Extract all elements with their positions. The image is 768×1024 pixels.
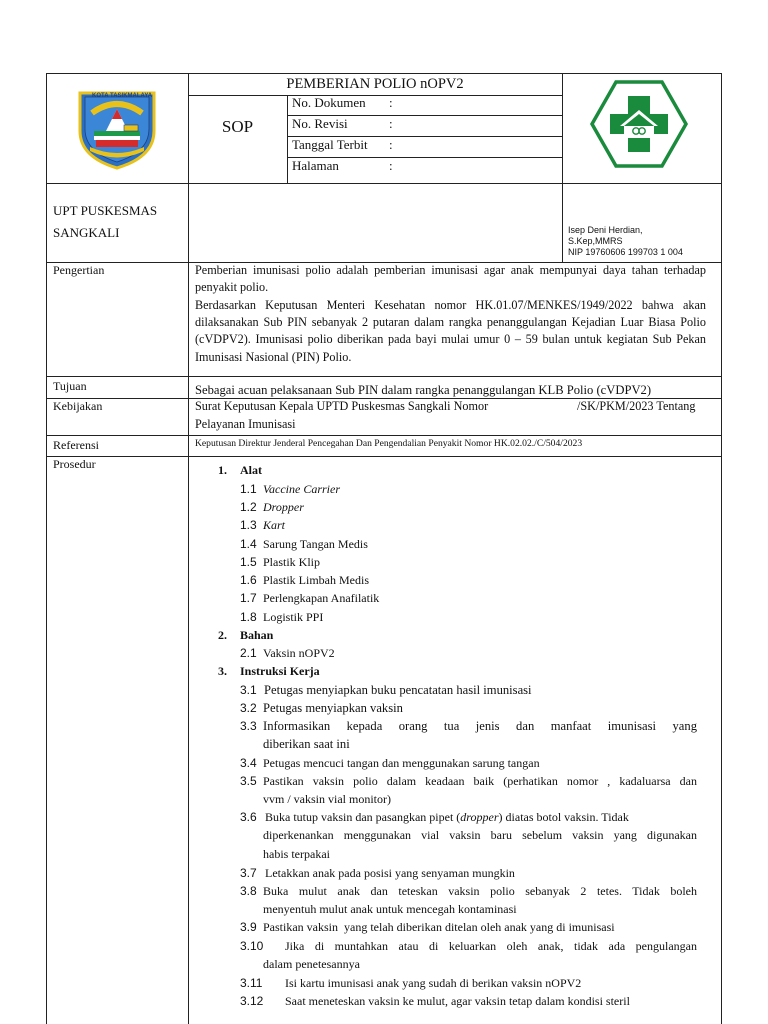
tujuan-text: Sebagai acuan pelaksanaan Sub PIN dalam rangka penanggulangan KLB Polio (cVDPV2) bbox=[195, 383, 652, 397]
field-no-dokumen-label: No. Dokumen bbox=[292, 95, 366, 110]
border-label-column bbox=[188, 73, 189, 1024]
item-text: Pastikan vaksin polio dalam keadaan baik (perhatikan nomor , kadaluarsa dan bbox=[263, 774, 697, 788]
field-halaman-label: Halaman bbox=[292, 158, 339, 173]
row-label-referensi: Referensi bbox=[53, 438, 99, 452]
item-text: Vaccine Carrier bbox=[263, 482, 340, 496]
item-text: Sarung Tangan Medis bbox=[263, 537, 368, 551]
signatory-nip: NIP 19760606 199703 1 004 bbox=[568, 247, 683, 257]
signatory-name: Isep Deni Herdian, bbox=[568, 225, 643, 235]
item-text: Perlengkapan Anafilatik bbox=[263, 591, 380, 605]
item-text: Petugas menyiapkan vaksin bbox=[263, 701, 403, 715]
item-text: Saat meneteskan vaksin ke mulut, agar vaksin tetap dalam kondisi steril bbox=[285, 994, 630, 1008]
item-text-part-italic: dropper bbox=[460, 810, 499, 824]
item-number: 1.6 bbox=[240, 573, 257, 587]
item-text: Jika di muntahkan atau di keluarkan oleh anak, tidak ada pengulangan bbox=[285, 939, 697, 953]
row-label-pengertian: Pengertian bbox=[53, 263, 105, 277]
item-text: Plastik Limbah Medis bbox=[263, 573, 369, 587]
item-number: 3.9 bbox=[240, 920, 257, 934]
border-top bbox=[46, 73, 722, 74]
field-no-revisi-label: No. Revisi bbox=[292, 116, 348, 131]
section-number: 3. bbox=[218, 664, 227, 678]
item-text: Petugas mencuci tangan dan menggunakan sarung tangan bbox=[263, 756, 540, 770]
field-no-revisi-sep: : bbox=[389, 116, 393, 131]
item-number: 3.12 bbox=[240, 994, 264, 1008]
field-tanggal-terbit-label: Tanggal Terbit bbox=[292, 137, 368, 152]
item-text-part-c: ) diatas botol vaksin. Tidak bbox=[498, 810, 629, 824]
field-tanggal-terbit-sep: : bbox=[389, 137, 393, 152]
item-text-continued: vvm / vaksin vial monitor) bbox=[263, 792, 391, 806]
border-header-bottom bbox=[46, 183, 722, 184]
section-number: 2. bbox=[218, 628, 227, 642]
kebijakan-text-part1: Surat Keputusan Kepala UPTD Puskesmas Sangkali Nomor bbox=[195, 399, 489, 413]
item-number: 1.1 bbox=[240, 482, 257, 496]
item-number: 1.8 bbox=[240, 610, 257, 624]
row-label-prosedur: Prosedur bbox=[53, 457, 96, 471]
item-number: 2.1 bbox=[240, 646, 257, 660]
sop-label: SOP bbox=[221, 117, 254, 136]
item-text: Vaksin nOPV2 bbox=[263, 646, 335, 660]
item-text: Isi kartu imunisasi anak yang sudah di berikan vaksin nOPV2 bbox=[285, 976, 582, 990]
border-kebijakan-bottom bbox=[46, 435, 722, 436]
item-text-line bbox=[265, 810, 629, 824]
item-text: Petugas menyiapkan buku pencatatan hasil imunisasi bbox=[264, 683, 532, 697]
item-number: 3.4 bbox=[240, 756, 257, 770]
item-text: Logistik PPI bbox=[263, 610, 324, 624]
kebijakan-text-line2: Pelayanan Imunisasi bbox=[195, 417, 296, 431]
section-title-bahan: Bahan bbox=[240, 628, 274, 642]
item-number: 3.5 bbox=[240, 774, 257, 788]
unit-name-line2: SANGKALI bbox=[53, 225, 120, 240]
border-title-bottom bbox=[188, 95, 562, 96]
item-text: Informasikan kepada orang tua jenis dan manfaat imunisasi yang bbox=[263, 719, 697, 733]
kebijakan-text-part2: /SK/PKM/2023 Tentang bbox=[577, 399, 696, 413]
item-number: 3.3 bbox=[240, 719, 257, 733]
row-label-kebijakan: Kebijakan bbox=[53, 399, 103, 413]
item-text-continued: menyentuh mulut anak untuk mencegah kontaminasi bbox=[263, 902, 517, 916]
field-no-dokumen-sep: : bbox=[389, 95, 393, 110]
item-text: Plastik Klip bbox=[263, 555, 321, 569]
item-text: Kart bbox=[263, 518, 286, 532]
section-title-instruksi-kerja: Instruksi Kerja bbox=[240, 664, 320, 678]
section-title-alat: Alat bbox=[240, 463, 262, 477]
border-logo-column bbox=[562, 73, 563, 262]
signatory-title: S.Kep,MMRS bbox=[568, 236, 623, 246]
pengertian-paragraph-1: Pemberian imunisasi polio adalah pemberian imunisasi agar anak mempunyai daya tahan terhadap penyakit polio. bbox=[195, 263, 706, 295]
unit-name-line1: UPT PUSKESMAS bbox=[53, 203, 158, 218]
section-number: 1. bbox=[218, 463, 227, 477]
item-text: Dropper bbox=[263, 500, 304, 514]
item-text-continued: diberikan saat ini bbox=[263, 737, 350, 751]
item-number: 1.5 bbox=[240, 555, 257, 569]
item-number: 3.1 bbox=[240, 683, 257, 697]
item-number: 1.3 bbox=[240, 518, 257, 532]
document-title: PEMBERIAN POLIO nOPV2 bbox=[286, 76, 464, 92]
emblem-label: KOTA TASIKMALAYA bbox=[92, 93, 153, 99]
item-number: 3.7 bbox=[240, 866, 257, 880]
item-number: 3.10 bbox=[240, 939, 264, 953]
puskesmas-green-cross-icon bbox=[590, 80, 688, 168]
row-label-tujuan: Tujuan bbox=[53, 379, 87, 393]
item-number: 1.7 bbox=[240, 591, 257, 605]
item-text-continued: dalam penetesannya bbox=[263, 957, 360, 971]
border-referensi-bottom bbox=[46, 456, 722, 457]
item-number: 3.2 bbox=[240, 701, 257, 715]
pengertian-paragraph-2: Berdasarkan Keputusan Menteri Kesehatan nomor HK.01.07/MENKES/1949/2022 bahwa akan dilaksanakan Sub PIN sebanyak 2 putaran dalam rangka penanggulangan Kejadian Luar Biasa Polio (cVDPV2). Imunisasi polio diberikan pada bayi mulai umur 0 – 59 bulan untuk kegiatan Sub Pekan Imunisasi Nasional (PIN) Polio. bbox=[195, 298, 706, 364]
item-text-continued: diperkenankan menggunakan vial vaksin baru sebelum vaksin yang digunakan bbox=[263, 828, 697, 842]
item-number: 3.11 bbox=[240, 976, 263, 990]
item-number: 3.6 bbox=[240, 810, 257, 824]
item-text: Letakkan anak pada posisi yang senyaman mungkin bbox=[265, 866, 515, 880]
item-number: 1.2 bbox=[240, 500, 257, 514]
border-left bbox=[46, 73, 47, 1024]
border-pengertian-bottom bbox=[46, 376, 722, 377]
item-text-part-a: Buka tutup vaksin dan pasangkan pipet ( bbox=[265, 810, 461, 824]
item-text: Pastikan vaksin yang telah diberikan ditelan oleh anak yang di imunisasi bbox=[263, 920, 615, 934]
item-number: 3.8 bbox=[240, 884, 257, 898]
border-right bbox=[721, 73, 722, 1024]
border-sop-column bbox=[287, 95, 288, 183]
referensi-text: Keputusan Direktur Jenderal Pencegahan Dan Pengendalian Penyakit Nomor HK.02.02./C/504/2023 bbox=[195, 438, 583, 449]
item-text: Buka mulut anak dan teteskan vaksin polio sebanyak 2 tetes. Tidak boleh bbox=[263, 884, 697, 898]
field-halaman-sep: : bbox=[389, 158, 393, 173]
item-text-continued: habis terpakai bbox=[263, 847, 330, 861]
item-number: 1.4 bbox=[240, 537, 257, 551]
